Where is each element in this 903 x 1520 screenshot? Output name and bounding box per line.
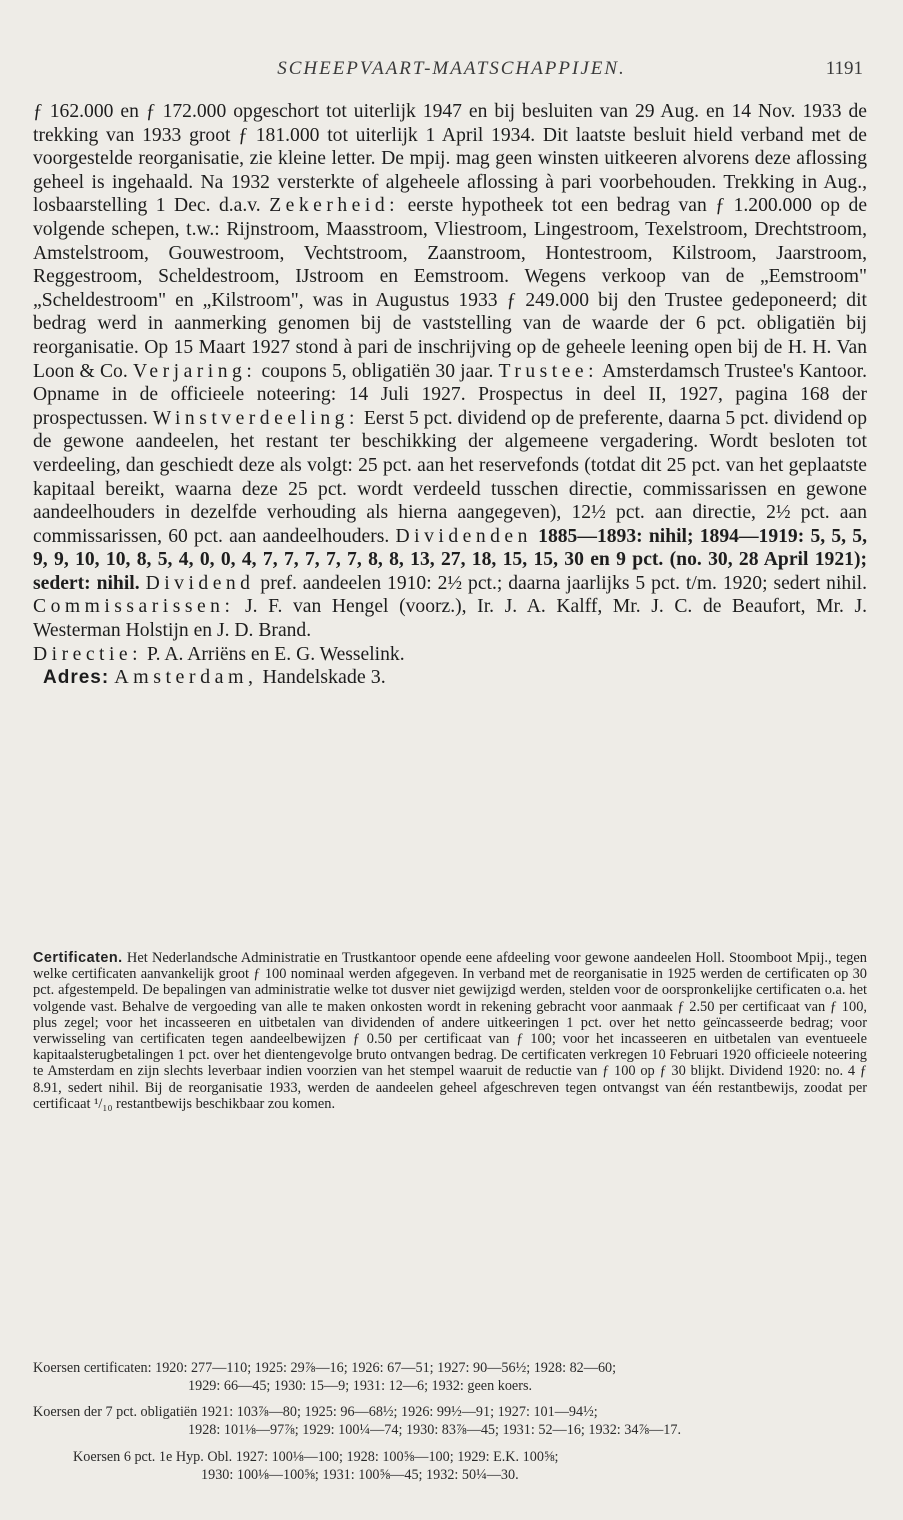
adres-city: Amsterdam,	[114, 666, 258, 689]
koersen-line: 1928: 101⅛—97⅞; 1929: 100¼—74; 1930: 83⅞—45; 1931: 52—16; 1932: 34⅞—17.	[188, 1421, 682, 1438]
main-paragraph	[33, 100, 867, 643]
winstverdeeling-label: Winstverdeeling:	[152, 407, 359, 429]
page-number: 1191	[825, 58, 863, 79]
koersen-obligatien	[33, 1404, 867, 1439]
dividenden-label: Dividenden	[395, 525, 532, 547]
intro-text: ƒ 162.000 en ƒ 172.000 opgeschort tot uiterlijk 1947 en bij besluiten van 29 Aug. en 14 Nov. 1933 de trekking van 1933 groot ƒ 181.000 tot uiterlijk 1 April 1934. Dit laatste besluit hield verband met de voorgestelde reorganisatie, zie kleine letter. De mpij. mag geen winsten uitkeeren alvorens deze aflossing geheel is ingehaald. Na 1932 versterkte of algeheele aflossing à pari voorbehouden. Trekking in Aug., losbaarstelling 1 Dec. d.a.v.	[33, 101, 867, 217]
adres-street: Handelskade 3.	[262, 666, 386, 689]
winstverdeeling-text: Eerst 5 pct. dividend op de preferente, daarna 5 pct. dividend op de gewone aandeelen, het restant ter beschikking der algemeene vergadering. Wordt besloten tot verdeeling, dan geschiedt deze als volgt: 25 pct. aan het reservefonds (totdat dit 25 pct. van het geplaatste kapitaal bereikt, waarna deze 25 pct. wordt verdeeld tusschen directie, commissarissen en gewone aandeelhouders in dezelfde verhouding als hierna aangegeven), 12½ pct. aan directie, 2½ pct. aan commissarissen, 60 pct. aan aandeelhouders.	[33, 407, 867, 547]
running-head	[0, 58, 903, 86]
koersen-line: Koersen certificaten: 1920: 277—110; 1925: 29⅞—16; 1926: 67—51; 1927: 90—56½; 1928: 82—60;	[33, 1360, 617, 1376]
verjaring-label: Verjaring:	[132, 360, 257, 382]
koersen-line: 1929: 66—45; 1930: 15—9; 1931: 12—6; 1932: geen koers.	[188, 1377, 533, 1394]
koersen-line: Koersen 6 pct. 1e Hyp. Obl. 1927: 100⅛—100; 1928: 100⅝—100; 1929: E.K. 100⅝;	[73, 1449, 559, 1465]
commissarissen-text: J. F. van Hengel (voorz.), Ir. J. A. Kalff, Mr. J. C. de Beaufort, Mr. J. Westerman Holstijn en J. D. Brand.	[33, 596, 868, 642]
certificaten-label: Certificaten.	[33, 950, 123, 966]
koersen-hyp-obligaties	[33, 1449, 867, 1484]
koersen-line: Koersen der 7 pct. obligatiën 1921: 103⅞—80; 1925: 96—68½; 1926: 99½—91; 1927: 101—94½;	[33, 1404, 598, 1420]
certificaten-paragraph	[33, 950, 867, 1112]
dividend-pref-label: Dividend	[145, 572, 255, 594]
main-text-block	[33, 100, 867, 690]
dividend-pref-text: pref. aandeelen 1910: 2½ pct.; daarna jaarlijks 5 pct. t/m. 1920; sedert nihil.	[260, 572, 867, 594]
certificaten-text: Het Nederlandsche Administratie en Trustkantoor opende eene afdeeling voor gewone aandeelen Holl. Stoomboot Mpij., tegen welke certificaten aanvankelijk groot ƒ 100 nominaal werden afgegeven. In verband met de reorganisatie in 1925 werden de certificaten op 30 pct. afgestempeld. De bepalingen van administratie welke tot dusver niet gewijzigd werden, stelden voor de oorspronkelijke certificaten o.a. het volgende vast. Behalve de vergoeding van alle te maken onkosten wordt in rekening gebracht voor aanmaak ƒ 2.50 per certificaat van ƒ 100, plus zegel; voor het incasseeren en uitbetalen van dividenden of andere uitkeeringen 1 pct. over het netto geïncasseerde bedrag; voor verwisseling van certificaten tegen aandeelbewijzen ƒ 0.50 per certificaat van ƒ 100; voor het incasseeren en uitbetalen van eventueele kapitaalsterugbetalingen 1 pct. over het dientengevolge bruto ontvangen bedrag. De certificaten verkregen 10 Februari 1920 officieele noteering te Amsterdam en zijn slechts leverbaar indien voorzien van het stempel waaruit de reductie van ƒ 100 op ƒ 30 blijkt. Dividend 1920: no. 4 ƒ 8.91, sedert nihil. Bij de reorganisatie 1933, werden de aandeelen geheel afgeschreven tegen ontvangst van één restantbewijs, zoodat per certificaat ¹/₁₀ restantbewijs beschikbaar zou komen.	[33, 950, 867, 1112]
verjaring-text: coupons 5, obligatiën 30 jaar.	[261, 360, 494, 382]
certificaten-block	[33, 950, 867, 1112]
trustee-text: Amsterdamsch Trustee's Kantoor. Opname in de officieele noteering: 14 Juli 1927. Prospectus in deel II, 1927, pagina 168 der prospectussen.	[33, 360, 867, 429]
dividenden-text: 1885—1893: nihil; 1894—1919: 5, 5, 5, 9, 9, 10, 10, 8, 5, 4, 0, 0, 4, 7, 7, 7, 7, 7, 8, 8, 13, 27, 18, 15, 15, 30 en 9 pct. (no. 30, 28 April 1921); sedert: nihil.	[33, 525, 868, 594]
directie-label: Directie:	[33, 643, 143, 665]
adres-label: Adres:	[43, 667, 110, 689]
zekerheid-label: Zekerheid:	[269, 195, 400, 217]
address-line	[33, 666, 867, 690]
directie-line	[33, 643, 867, 667]
zekerheid-text: eerste hypotheek tot een bedrag van ƒ 1.200.000 op de volgende schepen, t.w.: Rijnstroom, Maasstroom, Vliestroom, Lingestroom, Texelstroom, Drechtstroom, Amstelstroom, Gouwestroom, Vechtstroom, Zaanstroom, Hontestroom, Kilstroom, Jaarstroom, Reggestroom, Scheldestroom, IJstroom en Eemstroom. Wegens verkoop van de „Eemstroom" „Scheldestroom" en „Kilstroom", was in Augustus 1933 ƒ 249.000 bij den Trustee gedeponeerd; dit bedrag werd in aanmerking genomen bij de vaststelling van de waarde der 6 pct. obligatiën bij reorganisatie. Op 15 Maart 1927 stond à pari de inschrijving op de geheele leening open bij de H. H. Van Loon & Co.	[33, 195, 868, 382]
commissarissen-label: Commissarissen:	[33, 596, 235, 618]
koersen-line: 1930: 100⅛—100⅝; 1931: 100⅝—45; 1932: 50¼—30.	[201, 1466, 519, 1483]
koersen-certificaten	[33, 1360, 867, 1395]
trustee-label: Trustee:	[498, 360, 599, 382]
running-title: SCHEEPVAART-MAATSCHAPPIJEN.	[277, 58, 626, 79]
directie-text: P. A. Arriëns en E. G. Wesselink.	[146, 643, 405, 665]
